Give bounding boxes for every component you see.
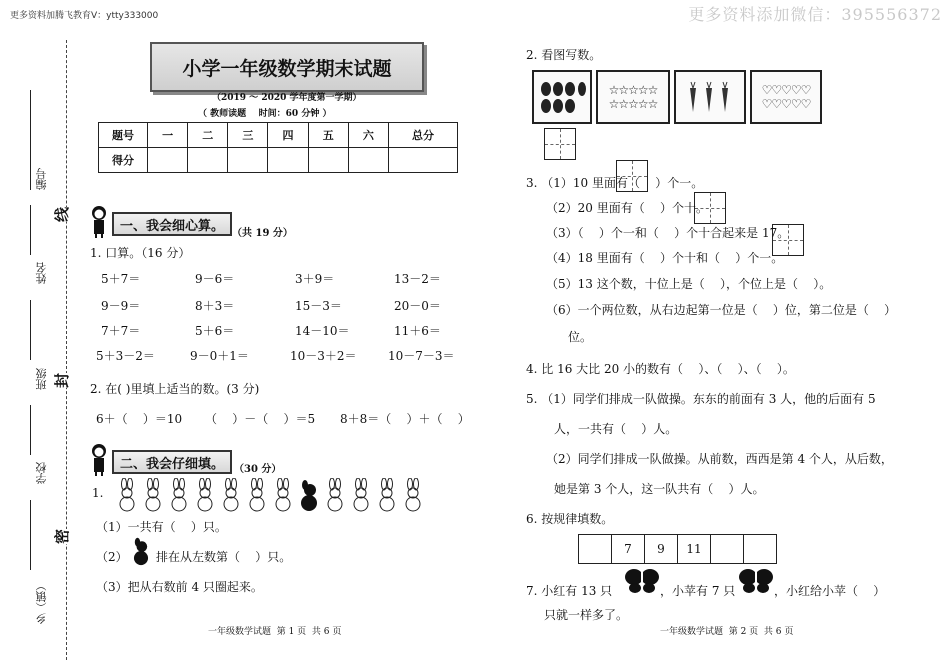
score-cell: 六 <box>348 123 388 148</box>
s2q1-number: 1. <box>92 486 104 500</box>
binding-label-town: 乡（镇） <box>35 580 48 624</box>
pepper-icon <box>538 79 586 115</box>
s2q5-line: 5. （1）同学们排成一队做操。东东的前面有 3 人，他的后面有 5 <box>526 392 876 406</box>
binding-line <box>66 40 67 660</box>
picture-box-stars <box>596 70 670 124</box>
s2q3-line: （4）18 里面有（ ）个十和（ ）个一。 <box>546 251 784 265</box>
score-table-score-row <box>99 148 458 173</box>
q2-heading: 2. 在( )里填上适当的数。(3 分) <box>90 382 260 396</box>
s2q3-line: （3）（ ）个一和（ ）个十合起来是 17。 <box>546 226 790 240</box>
seal-char-seal: 封 <box>53 372 72 389</box>
rabbit-icon <box>376 478 398 512</box>
section-2-banner: 二、我会仔细填。 <box>112 450 232 474</box>
score-input-cell[interactable] <box>148 148 188 173</box>
seal-char-secret: 密 <box>53 528 72 545</box>
butterfly-icon <box>738 568 774 594</box>
s2q6-heading: 6. 按规律填数。 <box>526 512 614 526</box>
footer-left: 一年级数学试题 第 1 页 共 6 页 <box>208 627 342 637</box>
calc-item: 5＋6＝ <box>195 324 235 338</box>
watermark-right: 更多资料添加微信：395556372 <box>688 5 942 24</box>
calc-item: 10－3＋2＝ <box>290 349 357 363</box>
s2q7-c: ，小红给小苹（ ） <box>774 584 886 598</box>
fill-item: （ ）－（ ）＝5 <box>205 412 316 426</box>
butterfly-icon <box>624 568 660 594</box>
score-table <box>98 122 458 173</box>
s2q1-a: （1）一共有（ ）只。 <box>96 520 227 534</box>
sequence-cell: 11 <box>678 535 711 564</box>
sequence-cell[interactable] <box>744 535 777 564</box>
score-cell: 四 <box>268 123 308 148</box>
calc-item: 7＋7＝ <box>101 324 141 338</box>
picture-box-hearts <box>750 70 822 124</box>
s2q3-line: （5）13 这个数，十位上是（ ），个位上是（ ）。 <box>546 277 832 291</box>
section-1-banner: 一、我会细心算。 <box>112 212 232 236</box>
rabbit-icon <box>194 478 216 512</box>
s2q4: 4. 比 16 大比 20 小的数有（ ）、（ ）、（ ）。 <box>526 362 795 376</box>
rabbit-icon <box>402 478 424 512</box>
watermark-left: 更多资料加腾飞教育V：ytty333000 <box>10 11 159 21</box>
score-input-cell[interactable] <box>348 148 388 173</box>
girl-icon <box>88 442 110 476</box>
black-dog-icon <box>298 478 320 512</box>
score-cell: 一 <box>148 123 188 148</box>
s2q5-line: （2）同学们排成一队做操。从前数，西西是第 4 个人，从后数， <box>546 452 893 466</box>
rabbit-icon <box>142 478 164 512</box>
footer-right: 一年级数学试题 第 2 页 共 6 页 <box>660 627 794 637</box>
sequence-cell[interactable] <box>579 535 612 564</box>
star-icon-group: ☆☆☆☆☆ ☆☆☆☆☆ <box>608 83 658 111</box>
score-cell: 得分 <box>99 148 148 173</box>
score-input-cell[interactable] <box>188 148 228 173</box>
binding-label-name: 姓名 <box>35 262 48 284</box>
answer-grid-box[interactable] <box>544 128 576 160</box>
sequence-table <box>578 534 777 564</box>
q1-heading: 1. 口算。（16 分） <box>90 246 191 260</box>
s2q2-heading: 2. 看图写数。 <box>526 48 602 62</box>
calc-item: 9－9＝ <box>101 299 141 313</box>
score-input-cell[interactable] <box>389 148 458 173</box>
calc-item: 8＋3＝ <box>195 299 235 313</box>
score-input-cell[interactable] <box>268 148 308 173</box>
binding-rule <box>30 500 32 570</box>
rabbit-icon <box>324 478 346 512</box>
s2q3-line: 3. （1）10 里面有（ ）个一。 <box>526 176 704 190</box>
section-1-points: （共 19 分） <box>232 228 293 239</box>
calc-item: 11＋6＝ <box>394 324 441 338</box>
s2q3-line: （2）20 里面有（ ）个十。 <box>546 201 708 215</box>
calc-item: 10－7－3＝ <box>388 349 455 363</box>
sequence-cell[interactable] <box>711 535 744 564</box>
calc-item: 5＋3－2＝ <box>96 349 155 363</box>
rabbit-icon <box>272 478 294 512</box>
binding-rule <box>30 405 32 455</box>
rabbit-icon <box>220 478 242 512</box>
s2q1-b-suffix: 排在从左数第（ ）只。 <box>156 550 292 564</box>
s2q5-line: 人，一共有（ ）人。 <box>554 422 678 436</box>
sequence-cell: 9 <box>645 535 678 564</box>
exam-meta: （ 教师读题 时间：60 分钟 ） <box>198 109 332 119</box>
s2q1-b-prefix: （2） <box>96 550 128 564</box>
binding-label-school: 学校 <box>35 462 48 484</box>
calc-item: 9－0＋1＝ <box>190 349 249 363</box>
calc-item: 20－0＝ <box>394 299 441 313</box>
seal-char-line: 线 <box>53 206 72 223</box>
calc-item: 5＋7＝ <box>101 272 141 286</box>
s2q7-a: 7. 小红有 13 只 <box>526 584 613 598</box>
score-cell: 五 <box>308 123 348 148</box>
rabbit-icon <box>246 478 268 512</box>
rabbit-icon <box>350 478 372 512</box>
score-cell: 题号 <box>99 123 148 148</box>
score-cell: 三 <box>228 123 268 148</box>
page-title: 小学一年级数学期末试题 <box>150 42 424 92</box>
calc-item: 15－3＝ <box>295 299 342 313</box>
score-input-cell[interactable] <box>308 148 348 173</box>
binding-rule <box>30 205 32 255</box>
score-input-cell[interactable] <box>228 148 268 173</box>
picture-box-carrots <box>674 70 746 124</box>
black-dog-icon <box>130 536 152 566</box>
section-2-points: （30 分） <box>234 464 282 475</box>
s2q3-line: 位。 <box>568 330 593 344</box>
s2q3-line: （6）一个两位数，从右边起第一位是（ ）位，第二位是（ ） <box>546 303 897 317</box>
s2q1-c: （3）把从右数前 4 只圈起来。 <box>96 580 263 594</box>
rabbit-icon <box>168 478 190 512</box>
score-table-header-row <box>99 123 458 148</box>
calc-item: 14－10＝ <box>295 324 350 338</box>
score-cell: 二 <box>188 123 228 148</box>
binding-rule <box>30 300 32 360</box>
score-cell: 总分 <box>389 123 458 148</box>
s2q7-d: 只就一样多了。 <box>544 608 629 622</box>
s2q5-line: 她是第 3 个人，这一队共有（ ）人。 <box>554 482 765 496</box>
carrot-icon <box>682 80 738 114</box>
sequence-cell: 7 <box>612 535 645 564</box>
picture-box-peppers <box>532 70 592 124</box>
calc-item: 3＋9＝ <box>295 272 335 286</box>
binding-label-number: 编号 <box>35 168 48 190</box>
calc-item: 13－2＝ <box>394 272 441 286</box>
rabbit-row <box>116 478 436 514</box>
heart-icon-group: ♡♡♡♡♡ ♡♡♡♡♡ <box>761 83 811 111</box>
rabbit-icon <box>116 478 138 512</box>
s2q7-b: ，小苹有 7 只 <box>660 584 736 598</box>
binding-rule <box>30 90 32 190</box>
binding-label-class: 班级 <box>35 368 48 390</box>
subtitle: （2019 ～ 2020 学年度第一学期） <box>212 93 362 103</box>
fill-item: 8＋8＝（ ）＋（ ） <box>340 412 470 426</box>
calc-item: 9－6＝ <box>195 272 235 286</box>
fill-item: 6＋（ ）＝10 <box>96 412 183 426</box>
girl-icon <box>88 204 110 238</box>
